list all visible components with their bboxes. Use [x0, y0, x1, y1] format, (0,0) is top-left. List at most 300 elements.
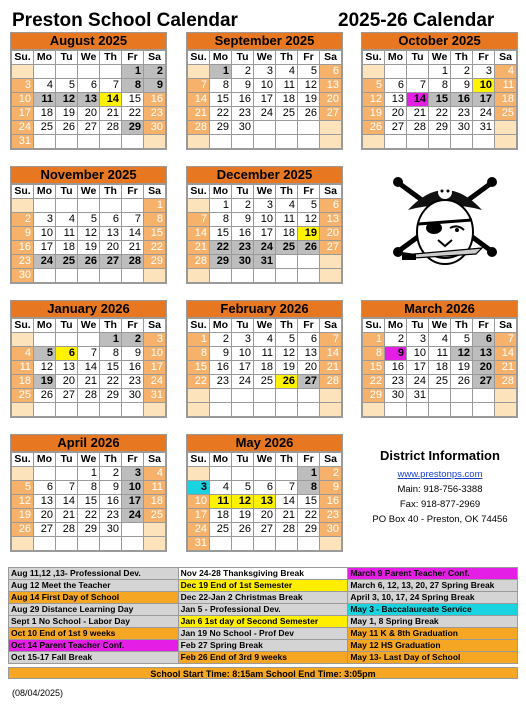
day-cell: 4 [276, 199, 298, 213]
day-cell: 16 [12, 241, 34, 255]
day-cell: 10 [254, 79, 276, 93]
day-cell: 14 [122, 227, 144, 241]
day-cell: 6 [320, 65, 342, 79]
day-cell: 6 [254, 481, 276, 495]
day-cell: 5 [298, 65, 320, 79]
day-cell: 20 [473, 361, 495, 375]
day-cell [144, 523, 166, 537]
day-cell: 7 [407, 79, 429, 93]
day-cell: 2 [232, 199, 254, 213]
day-cell: 1 [144, 199, 166, 213]
school-times: School Start Time: 8:15am School End Time: 3:05pm [8, 667, 518, 679]
day-cell: 29 [363, 389, 385, 403]
day-cell [276, 121, 298, 135]
day-cell [78, 199, 100, 213]
legend-event: March 6, 12, 13, 20, 27 Spring Break [348, 580, 518, 592]
day-cell [56, 65, 78, 79]
day-cell: 15 [188, 361, 210, 375]
day-cell [407, 65, 429, 79]
day-cell [407, 403, 429, 417]
day-cell: 18 [429, 361, 451, 375]
day-cell: 29 [210, 255, 232, 269]
day-cell: 14 [100, 93, 122, 107]
weekday-header: We [429, 51, 451, 65]
day-cell: 25 [56, 255, 78, 269]
day-cell: 12 [34, 361, 56, 375]
day-cell: 19 [12, 509, 34, 523]
day-cell: 10 [407, 347, 429, 361]
day-cell: 20 [320, 227, 342, 241]
weekday-header: Th [451, 51, 473, 65]
day-cell: 5 [276, 333, 298, 347]
day-cell: 17 [254, 93, 276, 107]
day-cell: 13 [78, 93, 100, 107]
day-cell: 14 [56, 495, 78, 509]
weekday-header: Th [100, 185, 122, 199]
day-cell: 10 [254, 213, 276, 227]
day-cell: 29 [298, 523, 320, 537]
day-cell [320, 121, 342, 135]
day-cell: 31 [188, 537, 210, 551]
day-cell: 2 [385, 333, 407, 347]
day-cell [122, 269, 144, 283]
day-cell: 11 [254, 347, 276, 361]
day-cell: 22 [78, 509, 100, 523]
day-cell: 2 [144, 65, 166, 79]
day-cell: 18 [495, 93, 517, 107]
day-cell [473, 389, 495, 403]
day-cell [385, 135, 407, 149]
day-cell [210, 389, 232, 403]
day-cell: 15 [78, 495, 100, 509]
day-cell [34, 269, 56, 283]
day-cell [12, 537, 34, 551]
day-cell: 20 [320, 93, 342, 107]
day-cell: 12 [78, 227, 100, 241]
day-cell: 3 [122, 467, 144, 481]
legend-event: May 11 K & 8th Graduation [348, 628, 518, 640]
weekday-header: We [254, 453, 276, 467]
day-cell: 27 [34, 523, 56, 537]
month-title: May 2026 [187, 435, 342, 452]
day-cell: 17 [122, 495, 144, 509]
day-cell: 9 [320, 481, 342, 495]
day-cell: 5 [78, 213, 100, 227]
day-cell: 19 [34, 375, 56, 389]
day-cell: 1 [429, 65, 451, 79]
day-cell: 3 [232, 333, 254, 347]
weekday-header: Sa [144, 185, 166, 199]
day-cell [254, 403, 276, 417]
day-cell [276, 389, 298, 403]
weekday-header: We [254, 51, 276, 65]
day-cell: 10 [122, 481, 144, 495]
day-cell [34, 333, 56, 347]
weekday-header: Sa [144, 453, 166, 467]
day-cell [232, 403, 254, 417]
day-cell [276, 537, 298, 551]
day-cell: 18 [276, 93, 298, 107]
day-cell: 31 [144, 389, 166, 403]
day-cell: 16 [232, 93, 254, 107]
weekday-header: We [78, 185, 100, 199]
day-cell: 18 [254, 361, 276, 375]
day-cell: 10 [232, 347, 254, 361]
day-cell: 4 [429, 333, 451, 347]
day-cell: 12 [232, 495, 254, 509]
day-cell [34, 467, 56, 481]
weekday-header: Sa [320, 453, 342, 467]
day-cell: 22 [210, 107, 232, 121]
day-cell [298, 537, 320, 551]
month-title: April 2026 [11, 435, 166, 452]
day-cell [56, 537, 78, 551]
day-cell: 28 [100, 121, 122, 135]
day-cell: 15 [210, 93, 232, 107]
day-cell: 30 [12, 269, 34, 283]
day-cell: 23 [232, 241, 254, 255]
weekday-header: We [78, 51, 100, 65]
day-cell: 23 [210, 375, 232, 389]
day-cell: 3 [144, 333, 166, 347]
day-cell: 19 [451, 361, 473, 375]
day-cell [298, 121, 320, 135]
day-cell [144, 537, 166, 551]
day-cell: 13 [473, 347, 495, 361]
day-cell: 18 [210, 509, 232, 523]
day-cell: 5 [34, 347, 56, 361]
day-cell: 1 [298, 467, 320, 481]
day-cell: 23 [451, 107, 473, 121]
weekday-header: Th [276, 51, 298, 65]
day-cell: 21 [407, 107, 429, 121]
day-cell [495, 121, 517, 135]
legend-event: Jan 19 No School - Prof Dev [178, 628, 348, 640]
day-cell: 8 [78, 481, 100, 495]
day-cell: 29 [122, 121, 144, 135]
fax-number: Fax: 918-877-2969 [399, 499, 481, 510]
day-cell: 7 [495, 333, 517, 347]
weekday-header: We [78, 319, 100, 333]
day-cell: 20 [298, 361, 320, 375]
day-cell: 2 [232, 65, 254, 79]
day-cell [298, 403, 320, 417]
weekday-header: Tu [56, 319, 78, 333]
day-cell: 4 [12, 347, 34, 361]
day-cell: 21 [188, 241, 210, 255]
day-cell [122, 135, 144, 149]
weekday-header: Sa [495, 51, 517, 65]
day-cell: 23 [100, 509, 122, 523]
day-cell: 3 [188, 481, 210, 495]
weekday-header: Th [276, 319, 298, 333]
day-cell: 24 [34, 255, 56, 269]
weekday-header: Mo [385, 51, 407, 65]
day-cell [232, 389, 254, 403]
day-cell: 14 [188, 227, 210, 241]
day-cell: 1 [210, 199, 232, 213]
day-cell [100, 199, 122, 213]
legend-event: Jan 5 - Professional Dev. [178, 604, 348, 616]
day-cell: 14 [495, 347, 517, 361]
day-cell: 14 [188, 93, 210, 107]
day-cell [320, 537, 342, 551]
day-cell [78, 333, 100, 347]
weekday-header: Tu [232, 185, 254, 199]
day-cell: 11 [12, 361, 34, 375]
day-cell [232, 537, 254, 551]
day-cell: 4 [495, 65, 517, 79]
day-cell: 8 [188, 347, 210, 361]
legend-event: Aug 11,12 ,13- Professional Dev. [9, 568, 179, 580]
day-cell: 6 [320, 199, 342, 213]
day-cell: 31 [407, 389, 429, 403]
day-cell: 20 [254, 509, 276, 523]
weekday-header: Mo [210, 51, 232, 65]
day-cell: 25 [210, 523, 232, 537]
day-cell: 20 [56, 375, 78, 389]
legend-event: Feb 27 Spring Break [178, 640, 348, 652]
weekday-header: Su. [12, 185, 34, 199]
day-cell: 24 [122, 509, 144, 523]
day-cell: 7 [56, 481, 78, 495]
day-cell: 20 [385, 107, 407, 121]
weekday-header: Tu [56, 185, 78, 199]
day-cell: 24 [232, 375, 254, 389]
day-cell [78, 537, 100, 551]
day-cell: 31 [12, 135, 34, 149]
day-cell: 16 [451, 93, 473, 107]
day-cell: 11 [144, 481, 166, 495]
day-cell: 13 [320, 213, 342, 227]
day-cell: 7 [78, 347, 100, 361]
day-cell [122, 537, 144, 551]
day-cell [188, 65, 210, 79]
day-cell [232, 135, 254, 149]
day-cell: 16 [232, 227, 254, 241]
weekday-header: Th [100, 51, 122, 65]
day-cell [363, 65, 385, 79]
day-cell [12, 333, 34, 347]
day-cell: 17 [34, 241, 56, 255]
day-cell: 9 [210, 347, 232, 361]
day-cell: 12 [56, 93, 78, 107]
day-cell: 9 [100, 481, 122, 495]
weekday-header: Fr [122, 185, 144, 199]
weekday-header: Sa [320, 185, 342, 199]
legend-event: Oct 14 Parent Teacher Conf. [9, 640, 179, 652]
legend-event: March 9 Parent Teacher Conf. [348, 568, 518, 580]
pirate-mascot-icon [378, 170, 512, 278]
day-cell: 25 [144, 509, 166, 523]
day-cell: 21 [100, 107, 122, 121]
day-cell: 24 [254, 241, 276, 255]
day-cell: 6 [56, 347, 78, 361]
day-cell [320, 135, 342, 149]
legend-event: Aug 12 Meet the Teacher [9, 580, 179, 592]
day-cell [56, 467, 78, 481]
day-cell [122, 403, 144, 417]
day-cell [495, 403, 517, 417]
day-cell: 27 [320, 241, 342, 255]
day-cell: 27 [56, 389, 78, 403]
day-cell: 27 [320, 107, 342, 121]
day-cell: 22 [363, 375, 385, 389]
day-cell [385, 403, 407, 417]
day-cell: 28 [188, 121, 210, 135]
weekday-header: Sa [320, 319, 342, 333]
day-cell: 11 [429, 347, 451, 361]
day-cell [34, 199, 56, 213]
day-cell: 26 [232, 523, 254, 537]
day-cell [363, 403, 385, 417]
day-cell: 3 [473, 65, 495, 79]
day-cell [78, 65, 100, 79]
day-cell: 30 [385, 389, 407, 403]
day-cell [363, 135, 385, 149]
day-cell: 21 [276, 509, 298, 523]
day-cell: 30 [100, 523, 122, 537]
day-cell: 5 [451, 333, 473, 347]
weekday-header: Su. [188, 51, 210, 65]
day-cell: 28 [495, 375, 517, 389]
day-cell: 13 [320, 79, 342, 93]
day-cell: 13 [100, 227, 122, 241]
weekday-header: Fr [298, 453, 320, 467]
legend-event: May 12 HS Graduation [348, 640, 518, 652]
day-cell: 22 [100, 375, 122, 389]
weekday-header: Tu [407, 319, 429, 333]
day-cell: 24 [254, 107, 276, 121]
day-cell: 6 [78, 79, 100, 93]
day-cell [78, 403, 100, 417]
weekday-header: Sa [144, 51, 166, 65]
day-cell: 13 [254, 495, 276, 509]
day-cell: 5 [298, 199, 320, 213]
day-cell: 7 [276, 481, 298, 495]
month-calendar [10, 166, 167, 284]
month-title: September 2025 [187, 33, 342, 50]
day-cell: 3 [12, 79, 34, 93]
legend-event: May 3 - Baccalaureate Service [348, 604, 518, 616]
day-cell: 27 [298, 375, 320, 389]
month-title: November 2025 [11, 167, 166, 184]
day-cell: 28 [122, 255, 144, 269]
day-cell: 10 [188, 495, 210, 509]
day-cell: 1 [210, 65, 232, 79]
day-cell: 17 [254, 227, 276, 241]
day-cell: 20 [100, 241, 122, 255]
legend-event: Oct 10 End of 1st 9 weeks [9, 628, 179, 640]
day-cell [298, 135, 320, 149]
day-cell: 29 [210, 121, 232, 135]
mailing-address: PO Box 40 - Preston, OK 74456 [372, 514, 508, 525]
month-calendar [186, 166, 343, 284]
weekday-header: Fr [473, 51, 495, 65]
weekday-header: Su. [12, 51, 34, 65]
day-cell [232, 269, 254, 283]
day-cell: 21 [495, 361, 517, 375]
day-cell: 17 [188, 509, 210, 523]
weekday-header: Tu [407, 51, 429, 65]
day-cell: 17 [473, 93, 495, 107]
day-cell: 17 [232, 361, 254, 375]
day-cell [34, 537, 56, 551]
day-cell: 31 [473, 121, 495, 135]
day-cell: 18 [34, 107, 56, 121]
weekday-header: Mo [210, 319, 232, 333]
weekday-header: Fr [298, 51, 320, 65]
day-cell: 12 [298, 79, 320, 93]
day-cell: 28 [320, 375, 342, 389]
day-cell: 9 [451, 79, 473, 93]
weekday-header: Mo [34, 185, 56, 199]
day-cell [100, 269, 122, 283]
day-cell [56, 269, 78, 283]
day-cell: 13 [34, 495, 56, 509]
day-cell: 21 [56, 509, 78, 523]
day-cell: 23 [144, 107, 166, 121]
day-cell: 24 [188, 523, 210, 537]
day-cell: 8 [210, 213, 232, 227]
weekday-header: Mo [210, 185, 232, 199]
day-cell: 3 [34, 213, 56, 227]
day-cell [254, 269, 276, 283]
day-cell [210, 467, 232, 481]
day-cell: 15 [144, 227, 166, 241]
website-link[interactable]: www.prestonps.com [397, 469, 483, 480]
day-cell: 21 [122, 241, 144, 255]
day-cell [100, 403, 122, 417]
day-cell: 11 [495, 79, 517, 93]
day-cell: 9 [232, 79, 254, 93]
day-cell: 1 [122, 65, 144, 79]
day-cell: 16 [100, 495, 122, 509]
day-cell [122, 199, 144, 213]
day-cell [78, 269, 100, 283]
month-calendar [186, 300, 343, 418]
day-cell [210, 135, 232, 149]
district-heading: District Information [380, 448, 500, 463]
day-cell: 8 [144, 213, 166, 227]
day-cell: 27 [385, 121, 407, 135]
day-cell [254, 389, 276, 403]
day-cell [12, 467, 34, 481]
day-cell: 25 [12, 389, 34, 403]
day-cell: 3 [254, 65, 276, 79]
day-cell [451, 389, 473, 403]
day-cell [254, 121, 276, 135]
day-cell: 27 [254, 523, 276, 537]
weekday-header: Su. [188, 453, 210, 467]
day-cell: 30 [122, 389, 144, 403]
weekday-header: Fr [122, 453, 144, 467]
day-cell: 19 [298, 93, 320, 107]
day-cell: 14 [78, 361, 100, 375]
day-cell [210, 403, 232, 417]
day-cell: 6 [298, 333, 320, 347]
day-cell: 12 [363, 93, 385, 107]
day-cell: 27 [78, 121, 100, 135]
day-cell: 13 [298, 347, 320, 361]
weekday-header: Th [451, 319, 473, 333]
weekday-header: Su. [12, 319, 34, 333]
day-cell: 18 [12, 375, 34, 389]
day-cell: 13 [385, 93, 407, 107]
legend-event: Feb 26 End of 3rd 9 weeks [178, 652, 348, 664]
weekday-header: Mo [34, 453, 56, 467]
day-cell: 14 [407, 93, 429, 107]
